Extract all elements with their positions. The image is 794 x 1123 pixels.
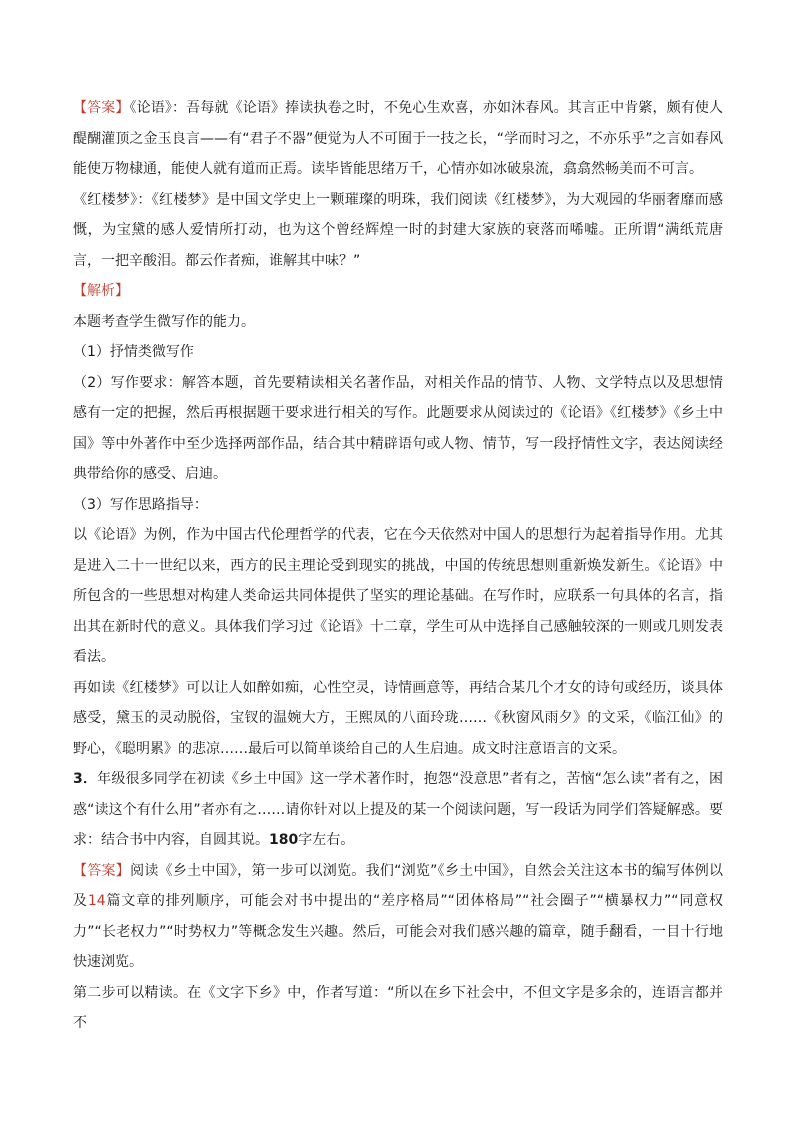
answer-3	[73, 856, 723, 978]
analysis-paragraph-1: 以《论语》为例，作为中国古代伦理哲学的代表，它在今天依然对中国人的思想行为起着指导作用。尤其是进入二十一世纪以来，西方的民主理论受到现实的挑战，中国的传统思想则重新焕发新生。《论语》中所包含的一些思想对构建人类命运共同体提供了坚实的理论基础。在写作时，应联系一句具体的名言，指出其在新时代的意义。具体我们学习过《论语》十二章，学生可从中选择自己感触较深的一则或几则发表看法。	[73, 527, 723, 665]
answer-3-text-2: 篇文章的排列顺序，可能会对书中提出的“差序格局”“团体格局”“社会圈子”“横暴权力”“同意权力”“长老权力”“时势权力”等概念发生兴趣。然后，可能会对我们感兴趣的篇章，随手翻看，一目十行地快速浏览。	[73, 893, 723, 970]
number-14: 14	[87, 893, 106, 909]
word-count: 180	[269, 832, 299, 848]
analysis-paragraph-2: 再如读《红楼梦》可以让人如醉如痴，心性空灵，诗情画意等，再结合某几个才女的诗句或经历，谈具体感受，黛玉的灵动脱俗，宝钗的温婉大方，王熙凤的八面玲珑……《秋窗风雨夕》的文采，《临江仙》的野心，《聪明累》的悲凉……最后可以简单谈给自己的人生启迪。成文时注意语言的文采。	[73, 679, 723, 757]
question-3-text: 年级很多同学在初读《乡土中国》这一学术著作时，抱怨“没意思”者有之，苦恼“怎么读”者有之，困惑“读这个有什么用”者亦有之……请你针对以上提及的某一个阅读问题，写一段话为同学们答疑解惑。要求：结合书中内容，自圆其说。	[73, 771, 723, 848]
answer-1-lunyu	[73, 93, 723, 185]
answer-1-text: 《论语》：吾每就《论语》捧读执卷之时，不免心生欢喜，亦如沐春风。其言正中肯綮，颇有使人醍醐灌顶之金玉良言——有“君子不器”便觉为人不可囿于一技之长，“学而时习之，不亦乐乎”之言如春风能使万物棣通，能使人就有道而正焉。读毕皆能思绪万千，心情亦如冰破泉流，翕翕然畅美而不可言。	[73, 100, 724, 177]
analysis-label: 【解析】	[73, 283, 129, 299]
answer-3-step-2: 第二步可以精读。在《文字下乡》中，作者写道：“所以在乡下社会中，不但文字是多余的，连语言都并不	[73, 984, 723, 1031]
word-count-suffix: 字左右。	[298, 832, 355, 848]
analysis-item-2: （2）写作要求：解答本题，首先要精读相关名著作品，对相关作品的情节、人物、文学特点以及思想情感有一定的把握，然后再根据题干要求进行相关的写作。此题要求从阅读过的《论语》《红楼梦》《乡土中国》等中外著作中至少选择两部作品，结合其中精辟语句或人物、情节，写一段抒情性文字，表达阅读经典带给你的感受、启迪。	[73, 374, 723, 482]
question-3	[73, 764, 723, 856]
analysis-item-1: （1）抒情类微写作	[73, 344, 194, 360]
answer-label: 【答案】	[73, 862, 131, 879]
document-page	[73, 93, 723, 1039]
question-number: 3．	[73, 771, 98, 787]
analysis-intro: 本题考查学生微写作的能力。	[73, 313, 255, 330]
answer-1-hongloumeng: 《红楼梦》：《红楼梦》是中国文学史上一颗璀璨的明珠，我们阅读《红楼梦》，为大观园的华丽奢靡而感慨，为宝黛的感人爱情所打动，也为这个曾经辉煌一时的封建大家族的衰落而唏嘘。正所谓“满纸荒唐言，一把辛酸泪。都云作者痴，谁解其中味？”	[73, 191, 723, 269]
analysis-item-3: （3）写作思路指导：	[73, 496, 208, 513]
answer-label: 【答案】	[73, 100, 130, 116]
answer-3-text: 阅读《乡土中国》，第一步可以浏览。我们“浏览”《乡土中国》，自然会关注这本书的编写体例以及	[73, 862, 723, 909]
